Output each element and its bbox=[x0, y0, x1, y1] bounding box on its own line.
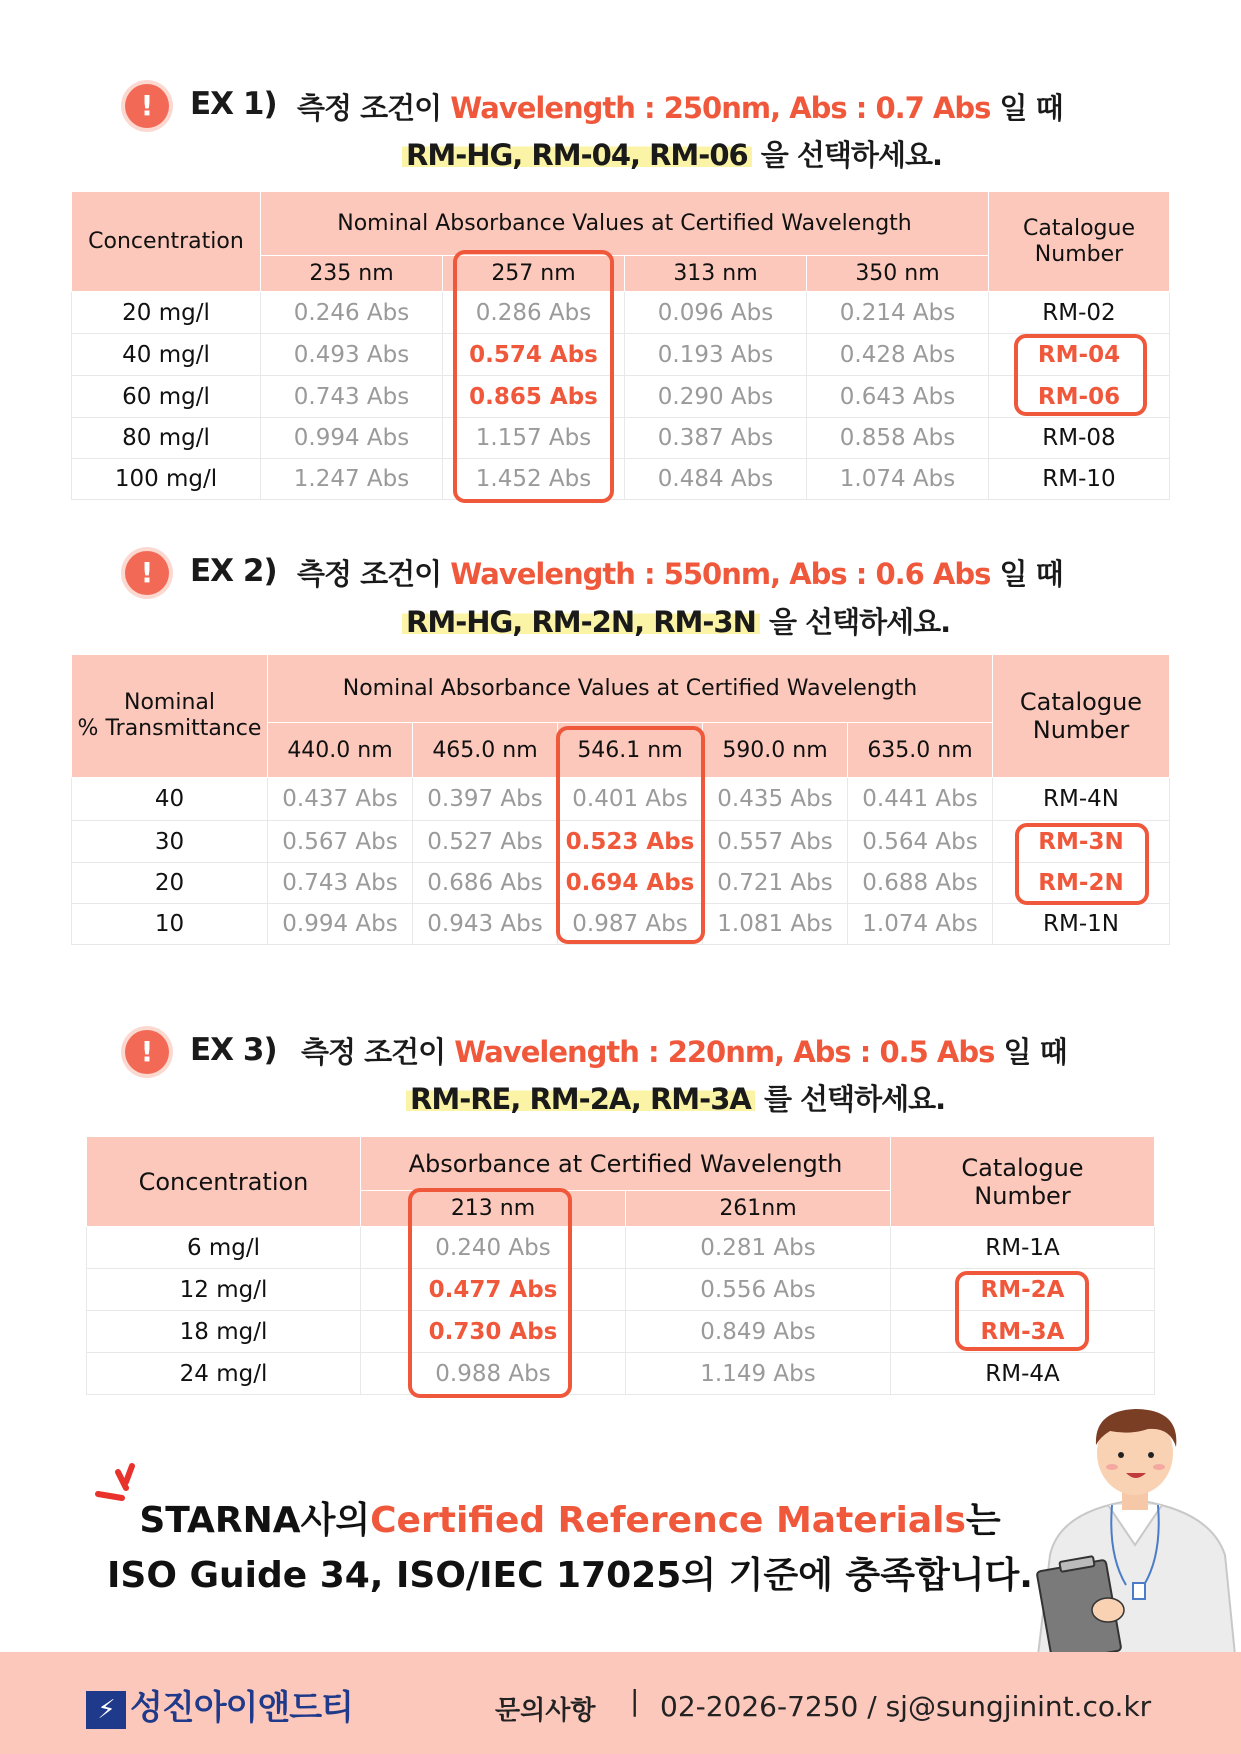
absorbance-cell: 0.428 Abs bbox=[807, 334, 989, 376]
table-row bbox=[72, 459, 1170, 500]
ex3-prefix: 측정 조건이 bbox=[301, 1035, 446, 1069]
concentration-cell: 20 mg/l bbox=[72, 292, 261, 334]
catalogue-cell: RM-02 bbox=[989, 292, 1170, 334]
absorbance-cell: 0.484 Abs bbox=[625, 459, 807, 500]
table-row bbox=[72, 334, 1170, 376]
absorbance-cell: 0.281 Abs bbox=[626, 1227, 891, 1269]
catalogue-cell-highlight: RM-3A bbox=[891, 1311, 1155, 1353]
ex2-suffix: 일 때 bbox=[999, 557, 1063, 591]
concentration-cell: 40 mg/l bbox=[72, 334, 261, 376]
absorbance-cell: 0.858 Abs bbox=[807, 418, 989, 459]
ex2-wavelength-header: 440.0 nm bbox=[268, 723, 413, 778]
closing-line-2: ISO Guide 34, ISO/IEC 17025의 기준에 충족합니다. bbox=[107, 1555, 1033, 1596]
ex1-header-catalogue: Catalogue Number bbox=[989, 192, 1170, 292]
concentration-cell: 100 mg/l bbox=[72, 459, 261, 500]
ex2-header-nominal bbox=[72, 655, 268, 778]
absorbance-cell: 0.743 Abs bbox=[268, 863, 413, 904]
absorbance-cell: 0.557 Abs bbox=[703, 821, 848, 863]
absorbance-cell-highlight: 0.865 Abs bbox=[443, 376, 625, 418]
ex2-wavelength-header: 635.0 nm bbox=[848, 723, 993, 778]
ex2-wavelength-header: 546.1 nm bbox=[558, 723, 703, 778]
absorbance-cell: 0.214 Abs bbox=[807, 292, 989, 334]
ex1-condition-line bbox=[297, 86, 1063, 127]
transmittance-cell: 30 bbox=[72, 821, 268, 863]
ex1-select-suffix: 을 선택하세요. bbox=[760, 138, 942, 172]
alert-icon bbox=[125, 1030, 169, 1074]
absorbance-cell: 0.688 Abs bbox=[848, 863, 993, 904]
table-row bbox=[87, 1353, 1155, 1395]
table-row bbox=[87, 1311, 1155, 1353]
ex2-condition: Wavelength : 550nm, Abs : 0.6 Abs bbox=[450, 557, 991, 591]
catalogue-cell-highlight: RM-06 bbox=[989, 376, 1170, 418]
absorbance-cell: 1.157 Abs bbox=[443, 418, 625, 459]
ex3-condition: Wavelength : 220nm, Abs : 0.5 Abs bbox=[454, 1035, 995, 1069]
table-row bbox=[72, 863, 1170, 904]
transmittance-cell: 10 bbox=[72, 904, 268, 945]
ex3-select-models: RM-RE, RM-2A, RM-3A bbox=[406, 1082, 755, 1116]
absorbance-cell: 0.849 Abs bbox=[626, 1311, 891, 1353]
absorbance-cell-highlight: 0.694 Abs bbox=[558, 863, 703, 904]
closing-suffix: 는 bbox=[965, 1500, 1001, 1541]
ex3-header-catalogue: Catalogue Number bbox=[891, 1137, 1155, 1227]
contact-info: 02-2026-7250 / sj@sungjinint.co.kr bbox=[660, 1690, 1152, 1723]
person-illustration bbox=[1030, 1405, 1240, 1655]
ex3-label: EX 3) bbox=[190, 1032, 277, 1068]
ex1-wavelength-header: 350 nm bbox=[807, 256, 989, 292]
table-row bbox=[72, 418, 1170, 459]
absorbance-cell: 1.081 Abs bbox=[703, 904, 848, 945]
closing-accent: Certified Reference Materials bbox=[370, 1500, 966, 1541]
concentration-cell: 12 mg/l bbox=[87, 1269, 361, 1311]
absorbance-cell: 1.074 Abs bbox=[807, 459, 989, 500]
lightning-logo-icon: ⚡ bbox=[86, 1691, 126, 1729]
absorbance-cell: 1.452 Abs bbox=[443, 459, 625, 500]
ex2-condition-line bbox=[297, 552, 1063, 593]
ex1-select-models: RM-HG, RM-04, RM-06 bbox=[402, 138, 752, 172]
ex3-wavelength-header: 261nm bbox=[626, 1191, 891, 1227]
absorbance-cell: 0.943 Abs bbox=[413, 904, 558, 945]
ex3-suffix: 일 때 bbox=[1003, 1035, 1067, 1069]
absorbance-cell: 0.493 Abs bbox=[261, 334, 443, 376]
ex2-select-suffix: 을 선택하세요. bbox=[768, 605, 951, 639]
absorbance-cell: 0.564 Abs bbox=[848, 821, 993, 863]
catalogue-cell: RM-1A bbox=[891, 1227, 1155, 1269]
catalogue-cell: RM-1N bbox=[993, 904, 1170, 945]
closing-line-1 bbox=[30, 1492, 1110, 1543]
ex1-suffix: 일 때 bbox=[999, 91, 1063, 125]
absorbance-cell: 0.441 Abs bbox=[848, 778, 993, 821]
absorbance-cell-highlight: 0.523 Abs bbox=[558, 821, 703, 863]
absorbance-cell: 0.994 Abs bbox=[268, 904, 413, 945]
table-row bbox=[72, 821, 1170, 863]
ex1-wavelength-header: 257 nm bbox=[443, 256, 625, 292]
absorbance-cell-highlight: 0.574 Abs bbox=[443, 334, 625, 376]
absorbance-cell: 0.290 Abs bbox=[625, 376, 807, 418]
ex2-prefix: 측정 조건이 bbox=[297, 557, 442, 591]
ex3-header-group: Absorbance at Certified Wavelength bbox=[361, 1137, 891, 1191]
catalogue-cell-highlight: RM-2N bbox=[993, 863, 1170, 904]
absorbance-cell: 0.437 Abs bbox=[268, 778, 413, 821]
ex2-header-nominal-line1: Nominal bbox=[124, 690, 215, 715]
ex2-select-models: RM-HG, RM-2N, RM-3N bbox=[402, 605, 760, 639]
table-row bbox=[72, 778, 1170, 821]
absorbance-cell: 1.247 Abs bbox=[261, 459, 443, 500]
absorbance-cell: 0.397 Abs bbox=[413, 778, 558, 821]
ex1-table bbox=[71, 191, 1170, 500]
closing-prefix: STARNA사의 bbox=[139, 1500, 371, 1541]
absorbance-cell: 1.074 Abs bbox=[848, 904, 993, 945]
absorbance-cell: 1.149 Abs bbox=[626, 1353, 891, 1395]
concentration-cell: 18 mg/l bbox=[87, 1311, 361, 1353]
absorbance-cell: 0.286 Abs bbox=[443, 292, 625, 334]
absorbance-cell: 0.527 Abs bbox=[413, 821, 558, 863]
catalogue-cell-highlight: RM-2A bbox=[891, 1269, 1155, 1311]
table-row bbox=[72, 292, 1170, 334]
catalogue-cell: RM-4N bbox=[993, 778, 1170, 821]
ex1-wavelength-header: 235 nm bbox=[261, 256, 443, 292]
catalogue-cell: RM-4A bbox=[891, 1353, 1155, 1395]
absorbance-cell: 0.246 Abs bbox=[261, 292, 443, 334]
absorbance-cell-highlight: 0.730 Abs bbox=[361, 1311, 626, 1353]
ex2-label: EX 2) bbox=[190, 553, 277, 589]
alert-icon bbox=[125, 551, 169, 595]
absorbance-cell: 0.686 Abs bbox=[413, 863, 558, 904]
ex3-select-suffix: 를 선택하세요. bbox=[763, 1082, 946, 1116]
company-logo bbox=[86, 1680, 353, 1728]
catalogue-cell: RM-10 bbox=[989, 459, 1170, 500]
absorbance-cell: 0.987 Abs bbox=[558, 904, 703, 945]
catalogue-cell-highlight: RM-04 bbox=[989, 334, 1170, 376]
table-row bbox=[87, 1269, 1155, 1311]
concentration-cell: 80 mg/l bbox=[72, 418, 261, 459]
ex2-header-group: Nominal Absorbance Values at Certified Wavelength bbox=[268, 655, 993, 723]
ex1-header-group: Nominal Absorbance Values at Certified Wavelength bbox=[261, 192, 989, 256]
ex1-condition: Wavelength : 250nm, Abs : 0.7 Abs bbox=[450, 91, 991, 125]
ex1-header-concentration: Concentration bbox=[72, 192, 261, 292]
absorbance-cell: 0.567 Abs bbox=[268, 821, 413, 863]
absorbance-cell: 0.240 Abs bbox=[361, 1227, 626, 1269]
concentration-cell: 24 mg/l bbox=[87, 1353, 361, 1395]
absorbance-cell: 0.435 Abs bbox=[703, 778, 848, 821]
contact-label: 문의사항 bbox=[495, 1696, 596, 1726]
ex3-header-concentration: Concentration bbox=[87, 1137, 361, 1227]
table-row bbox=[72, 904, 1170, 945]
ex2-header-catalogue: Catalogue Number bbox=[993, 655, 1170, 778]
ex2-table bbox=[71, 654, 1170, 945]
ex3-select-line bbox=[406, 1077, 945, 1118]
ex1-label: EX 1) bbox=[190, 86, 277, 122]
absorbance-cell: 0.096 Abs bbox=[625, 292, 807, 334]
ex1-select-line bbox=[402, 133, 942, 174]
catalogue-cell-highlight: RM-3N bbox=[993, 821, 1170, 863]
ex3-table bbox=[86, 1136, 1155, 1395]
transmittance-cell: 40 bbox=[72, 778, 268, 821]
ex2-header-nominal-line2: % Transmittance bbox=[77, 716, 262, 741]
alert-icon bbox=[125, 84, 169, 128]
ex2-wavelength-header: 465.0 nm bbox=[413, 723, 558, 778]
ex2-select-line bbox=[402, 600, 950, 641]
company-name: 성진아이앤드티 bbox=[130, 1688, 353, 1728]
transmittance-cell: 20 bbox=[72, 863, 268, 904]
ex3-condition-line bbox=[301, 1030, 1067, 1071]
absorbance-cell: 0.401 Abs bbox=[558, 778, 703, 821]
concentration-cell: 60 mg/l bbox=[72, 376, 261, 418]
absorbance-cell: 0.643 Abs bbox=[807, 376, 989, 418]
concentration-cell: 6 mg/l bbox=[87, 1227, 361, 1269]
absorbance-cell: 0.994 Abs bbox=[261, 418, 443, 459]
absorbance-cell: 0.193 Abs bbox=[625, 334, 807, 376]
table-row bbox=[87, 1227, 1155, 1269]
absorbance-cell: 0.387 Abs bbox=[625, 418, 807, 459]
absorbance-cell: 0.743 Abs bbox=[261, 376, 443, 418]
ex1-prefix: 측정 조건이 bbox=[297, 91, 442, 125]
contact-divider: | bbox=[630, 1684, 640, 1717]
ex2-wavelength-header: 590.0 nm bbox=[703, 723, 848, 778]
absorbance-cell: 0.721 Abs bbox=[703, 863, 848, 904]
ex3-wavelength-header: 213 nm bbox=[361, 1191, 626, 1227]
absorbance-cell: 0.988 Abs bbox=[361, 1353, 626, 1395]
ex1-wavelength-header: 313 nm bbox=[625, 256, 807, 292]
table-row bbox=[72, 376, 1170, 418]
absorbance-cell: 0.556 Abs bbox=[626, 1269, 891, 1311]
catalogue-cell: RM-08 bbox=[989, 418, 1170, 459]
absorbance-cell-highlight: 0.477 Abs bbox=[361, 1269, 626, 1311]
